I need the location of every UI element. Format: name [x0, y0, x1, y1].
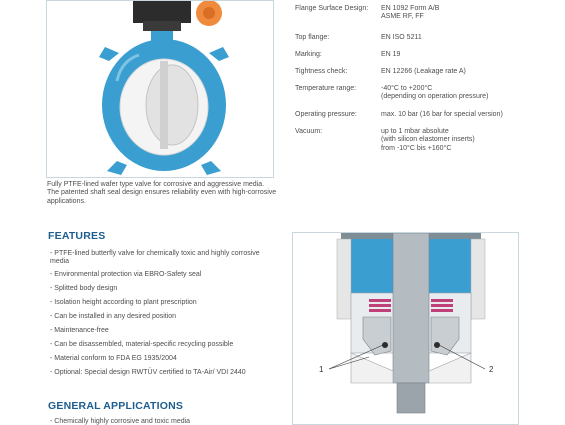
spec-value-line: EN 1092 Form A/B [381, 5, 440, 12]
spec-value [381, 34, 556, 42]
shaft [393, 233, 429, 383]
spec-value-line: ASME RF, FF [381, 13, 424, 21]
application-item: - Chemically highly corrosive and toxic media [50, 418, 191, 425]
applications-heading: GENERAL APPLICATIONS [48, 400, 184, 412]
lug-right-bottom [201, 161, 221, 175]
seal-rings-right [431, 299, 453, 312]
body-right-wall [471, 239, 485, 319]
butterfly-valve-illustration [47, 1, 274, 178]
spec-label: Tightness check: [295, 68, 348, 75]
valve-disc [146, 65, 198, 145]
spec-label: Flange Surface Design: [295, 5, 369, 12]
feature-item: - Material conform to FDA EG 1935/2004 [50, 355, 177, 362]
spec-value-line: EN 12266 (Leakage rate A) [381, 68, 466, 75]
callout-1: 1 [319, 365, 324, 374]
spec-label: Temperature range: [295, 85, 357, 92]
liner-right [429, 353, 471, 383]
actuator-neck [143, 21, 181, 31]
feature-item: - Splitted body design [50, 285, 118, 292]
product-caption: Fully PTFE-lined wafer type valve for corrosive and aggressive media. The patented shaft seal design ensures reliability even with high-corrosive applications. [47, 181, 277, 205]
seal-rings-left [369, 299, 391, 312]
spec-value-line: (with silicon elastomer inserts) [381, 136, 475, 144]
feature-item: - Isolation height according to plant prescription [50, 299, 197, 306]
spec-value-line: from -10°C bis +160°C [381, 144, 452, 152]
handle-center [203, 7, 215, 19]
valve-shaft [160, 61, 168, 149]
feature-item: - Optional: Special design RWTÜV certified to TA-Air/ VDI 2440 [50, 369, 246, 376]
product-image [46, 0, 274, 178]
spec-value [381, 85, 556, 102]
spec-label: Vacuum: [295, 128, 323, 135]
seal-ring [431, 299, 453, 302]
features-heading: FEATURES [48, 230, 106, 242]
spec-value-line: up to 1 mbar absolute [381, 128, 449, 135]
lug-left-bottom [107, 161, 127, 175]
feature-item: - Maintenance-free [50, 327, 109, 334]
applications-list [50, 418, 280, 425]
spec-value-line: (depending on operation pressure) [381, 93, 489, 101]
body-left-wall [337, 239, 351, 319]
spec-value [381, 111, 556, 119]
lug-left-top [99, 47, 119, 61]
spec-value [381, 5, 556, 22]
spec-value-line: EN 19 [381, 51, 401, 58]
seal-ring [369, 309, 391, 312]
feature-item: - PTFE-lined butterfly valve for chemically toxic and highly corrosive media [50, 250, 260, 266]
actuator-body [133, 1, 191, 23]
callout-2: 2 [489, 365, 494, 374]
seal-ring [431, 304, 453, 307]
spec-value [381, 68, 556, 76]
spec-value [381, 51, 556, 59]
spec-label: Marking: [295, 51, 322, 58]
spec-value-line: -40°C to +200°C [381, 85, 433, 92]
seal-ring [369, 299, 391, 302]
spec-label: Operating pressure: [295, 111, 357, 118]
cross-section-illustration [293, 233, 519, 425]
lug-right-top [209, 47, 229, 61]
spec-value-line: max. 10 bar (16 bar for special version) [381, 111, 503, 118]
seal-ring [369, 304, 391, 307]
feature-item: - Can be installed in any desired position [50, 313, 177, 320]
spec-value-line: EN ISO 5211 [381, 34, 422, 41]
shaft-seal-diagram [292, 232, 519, 425]
feature-item: - Can be disassembled, material-specific recycling possible [50, 341, 234, 348]
spec-value [381, 128, 556, 153]
feature-item: - Environmental protection via EBRO-Safety seal [50, 271, 202, 278]
seal-ring [431, 309, 453, 312]
liner-left [351, 353, 393, 383]
shaft-lower [397, 383, 425, 413]
spec-label: Top flange: [295, 34, 330, 41]
